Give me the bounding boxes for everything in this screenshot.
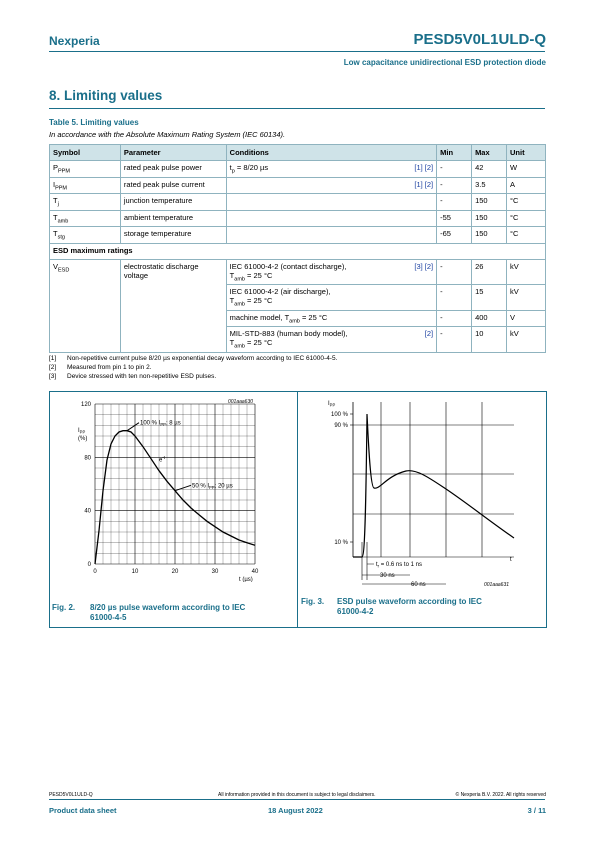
cond-subscript: amb	[289, 318, 300, 324]
annotation-peak: 100 % $I_{PP}$; 8 µs	[140, 420, 181, 428]
symbol-subscript: ESD	[58, 267, 70, 273]
x-tick-label: 0	[93, 569, 97, 575]
symbol-subscript: PPM	[58, 168, 70, 175]
cell-min: -	[437, 194, 472, 211]
cell-parameter: electrostatic discharge voltage	[120, 259, 226, 352]
note	[49, 363, 337, 372]
table-row	[50, 177, 546, 194]
cell-unit: V	[507, 310, 546, 327]
note	[49, 372, 337, 381]
cell-unit: kV	[507, 285, 546, 311]
brand-name: Nexperia	[49, 34, 100, 48]
column-header: Unit	[507, 145, 546, 161]
footer-doc-id: PESD5V0L1ULD-Q	[49, 792, 93, 798]
limiting-values-table	[49, 144, 546, 353]
y-axis-label: $I_{PP}$	[78, 428, 86, 435]
cell-unit: W	[507, 161, 546, 178]
x-tick-label: 40	[251, 569, 259, 575]
part-number: PESD5V0L1ULD-Q	[413, 31, 546, 48]
cell-conditions	[226, 177, 436, 194]
table-row	[50, 210, 546, 227]
cell-symbol: $T_{stg}$	[50, 227, 121, 244]
cell-unit: kV	[507, 259, 546, 285]
section-label: ESD maximum ratings	[50, 243, 546, 259]
cell-conditions: [3] [2] IEC 61000-4-2 (contact discharge), $T_{amb} = 25$ °C	[226, 259, 436, 285]
figure-code: 001aaa631	[484, 582, 510, 588]
document-subtitle: Low capacitance unidirectional ESD protection diode	[343, 58, 546, 67]
figure-3-box	[297, 391, 547, 628]
cell-max: 10	[472, 327, 507, 353]
cell-min: -	[437, 310, 472, 327]
cell-max: 400	[472, 310, 507, 327]
cell-min: -	[437, 161, 472, 178]
note-number: [2]	[49, 364, 57, 371]
column-header: Min	[437, 145, 472, 161]
x-tick-label: 10	[131, 569, 139, 575]
table-subtitle: In accordance with the Absolute Maximum Rating System (IEC 60134).	[49, 130, 286, 139]
t60-label: 60 ns	[411, 582, 426, 588]
cell-min: -	[437, 327, 472, 353]
figure-2-caption: 8/20 µs pulse waveform according to IEC 61000-4-5	[90, 603, 246, 622]
figure-2-box	[49, 391, 298, 628]
section-divider	[49, 108, 545, 109]
cell-conditions	[226, 227, 436, 244]
cell-conditions	[226, 194, 436, 211]
column-header: Symbol	[50, 145, 121, 161]
cond-subscript: amb	[234, 301, 245, 308]
annotation-half: 50 % $I_{PP}$; 20 µs	[192, 483, 233, 490]
t30-label: 30 ns	[380, 573, 395, 579]
y-tick-label: 120	[80, 402, 91, 408]
x-tick-label: 20	[171, 569, 179, 575]
cell-min: -65	[437, 227, 472, 244]
cell-parameter: junction temperature	[120, 194, 226, 211]
cell-unit: A	[507, 177, 546, 194]
y-tick-label: 0	[87, 562, 91, 568]
header-divider	[49, 51, 545, 52]
cell-symbol: $T_{amb}$	[50, 210, 121, 227]
y-axis-label: $I_{PP}$	[328, 401, 336, 408]
cell-symbol: $T_j$	[50, 194, 121, 211]
figure-2-chart	[50, 392, 297, 582]
figure-2-number: Fig. 2.	[52, 603, 76, 612]
annotation-leader	[127, 423, 139, 431]
figure-3-chart	[298, 392, 546, 592]
annotation-exp: $e^{-t}$	[159, 454, 165, 464]
note-number: [1]	[49, 355, 57, 362]
cell-max: 42	[472, 161, 507, 178]
cell-symbol: $P_{PPM}$	[50, 161, 121, 178]
reference-link[interactable]: [1] [2]	[414, 179, 434, 189]
footer-page: 3 / 11	[527, 806, 546, 815]
cell-min: -	[437, 259, 472, 285]
table-row	[50, 194, 546, 211]
footer-copyright: © Nexperia B.V. 2022. All rights reserved	[455, 792, 546, 798]
note-text: Measured from pin 1 to pin 2.	[67, 364, 152, 371]
footer-divider	[49, 799, 545, 800]
table-notes	[49, 354, 337, 381]
cell-max: 150	[472, 210, 507, 227]
symbol-subscript: j	[57, 201, 59, 208]
cell-conditions: machine model, $T_{amb} = 25$ °C	[226, 310, 436, 327]
y-tick-label: 40	[84, 508, 91, 515]
rise-time-label: $t_r = 0.6$ ns to 1 ns	[376, 562, 422, 569]
footer-doc-type: Product data sheet	[49, 806, 117, 815]
cell-symbol: $I_{PPM}$	[50, 177, 121, 194]
y-tick-10: 10 %	[334, 540, 348, 546]
cond-subscript: amb	[234, 276, 245, 282]
cell-unit: °C	[507, 227, 546, 244]
reference-link[interactable]: [2]	[424, 329, 434, 338]
x-tick-label: 30	[211, 569, 219, 575]
x-axis-label: t	[510, 557, 512, 563]
cell-parameter: rated peak pulse power	[120, 161, 226, 178]
x-axis-label: t (µs)	[239, 577, 253, 582]
cell-conditions: [2] MIL-STD-883 (human body model), $T_{amb} = 25$ °C	[226, 327, 436, 353]
y-tick-100: 100 %	[330, 412, 348, 418]
cell-conditions	[226, 210, 436, 227]
figure-code: 001aaa630	[228, 399, 254, 405]
y-tick-label: 80	[84, 455, 91, 462]
symbol-subscript: PPM	[55, 185, 68, 191]
note-text: Non-repetitive current pulse 8/20 µs exponential decay waveform according to IEC 61000-4-5.	[67, 355, 338, 362]
cell-unit: °C	[507, 194, 546, 211]
column-header: Parameter	[120, 145, 226, 161]
cell-unit: kV	[507, 327, 546, 353]
cell-parameter: rated peak pulse current	[120, 177, 226, 194]
note-text: Device stressed with ten non-repetitive ESD pulses.	[67, 373, 217, 380]
table-header-row	[50, 145, 546, 161]
column-header: Max	[472, 145, 507, 161]
table-title: Table 5. Limiting values	[49, 118, 139, 127]
figure-3-number: Fig. 3.	[301, 597, 325, 606]
esd-waveform-curve	[353, 414, 514, 557]
section-title: 8. Limiting values	[49, 88, 163, 103]
footer-disclaimer: All information provided in this document is subject to legal disclaimers.	[218, 792, 376, 798]
symbol-subscript: amb	[57, 218, 69, 224]
cell-conditions: IEC 61000-4-2 (air discharge), $T_{amb} = 25$ °C	[226, 285, 436, 311]
cell-parameter: storage temperature	[120, 227, 226, 244]
cond-subscript: p	[231, 168, 235, 175]
cell-unit: °C	[507, 210, 546, 227]
cell-max: 15	[472, 285, 507, 311]
reference-link[interactable]: [1] [2]	[414, 163, 434, 172]
table-section-row	[50, 243, 546, 259]
note-number: [3]	[49, 373, 57, 380]
y-axis-unit: (%)	[78, 436, 88, 442]
table-row	[50, 161, 546, 178]
table-row	[50, 227, 546, 244]
cell-symbol: $V_{ESD}$	[50, 259, 121, 352]
footer-date: 18 August 2022	[268, 806, 323, 815]
y-tick-90: 90 %	[334, 423, 348, 429]
cell-max: 26	[472, 259, 507, 285]
cell-min: -55	[437, 210, 472, 227]
cell-max: 3.5	[472, 177, 507, 194]
figure-3-caption: ESD pulse waveform according to IEC 61000-4-2	[337, 597, 482, 616]
cell-conditions: [1] [2] $t_p = 8/20$ µs	[226, 161, 436, 178]
cell-parameter: ambient temperature	[120, 210, 226, 227]
cell-min: -	[437, 177, 472, 194]
note	[49, 354, 337, 363]
table-row	[50, 259, 546, 285]
column-header: Conditions	[226, 145, 436, 161]
cell-max: 150	[472, 194, 507, 211]
reference-link[interactable]: [3] [2]	[414, 261, 434, 271]
cell-min: -	[437, 285, 472, 311]
cond-subscript: amb	[234, 343, 245, 350]
cell-max: 150	[472, 227, 507, 244]
symbol-subscript: stg	[57, 234, 65, 241]
